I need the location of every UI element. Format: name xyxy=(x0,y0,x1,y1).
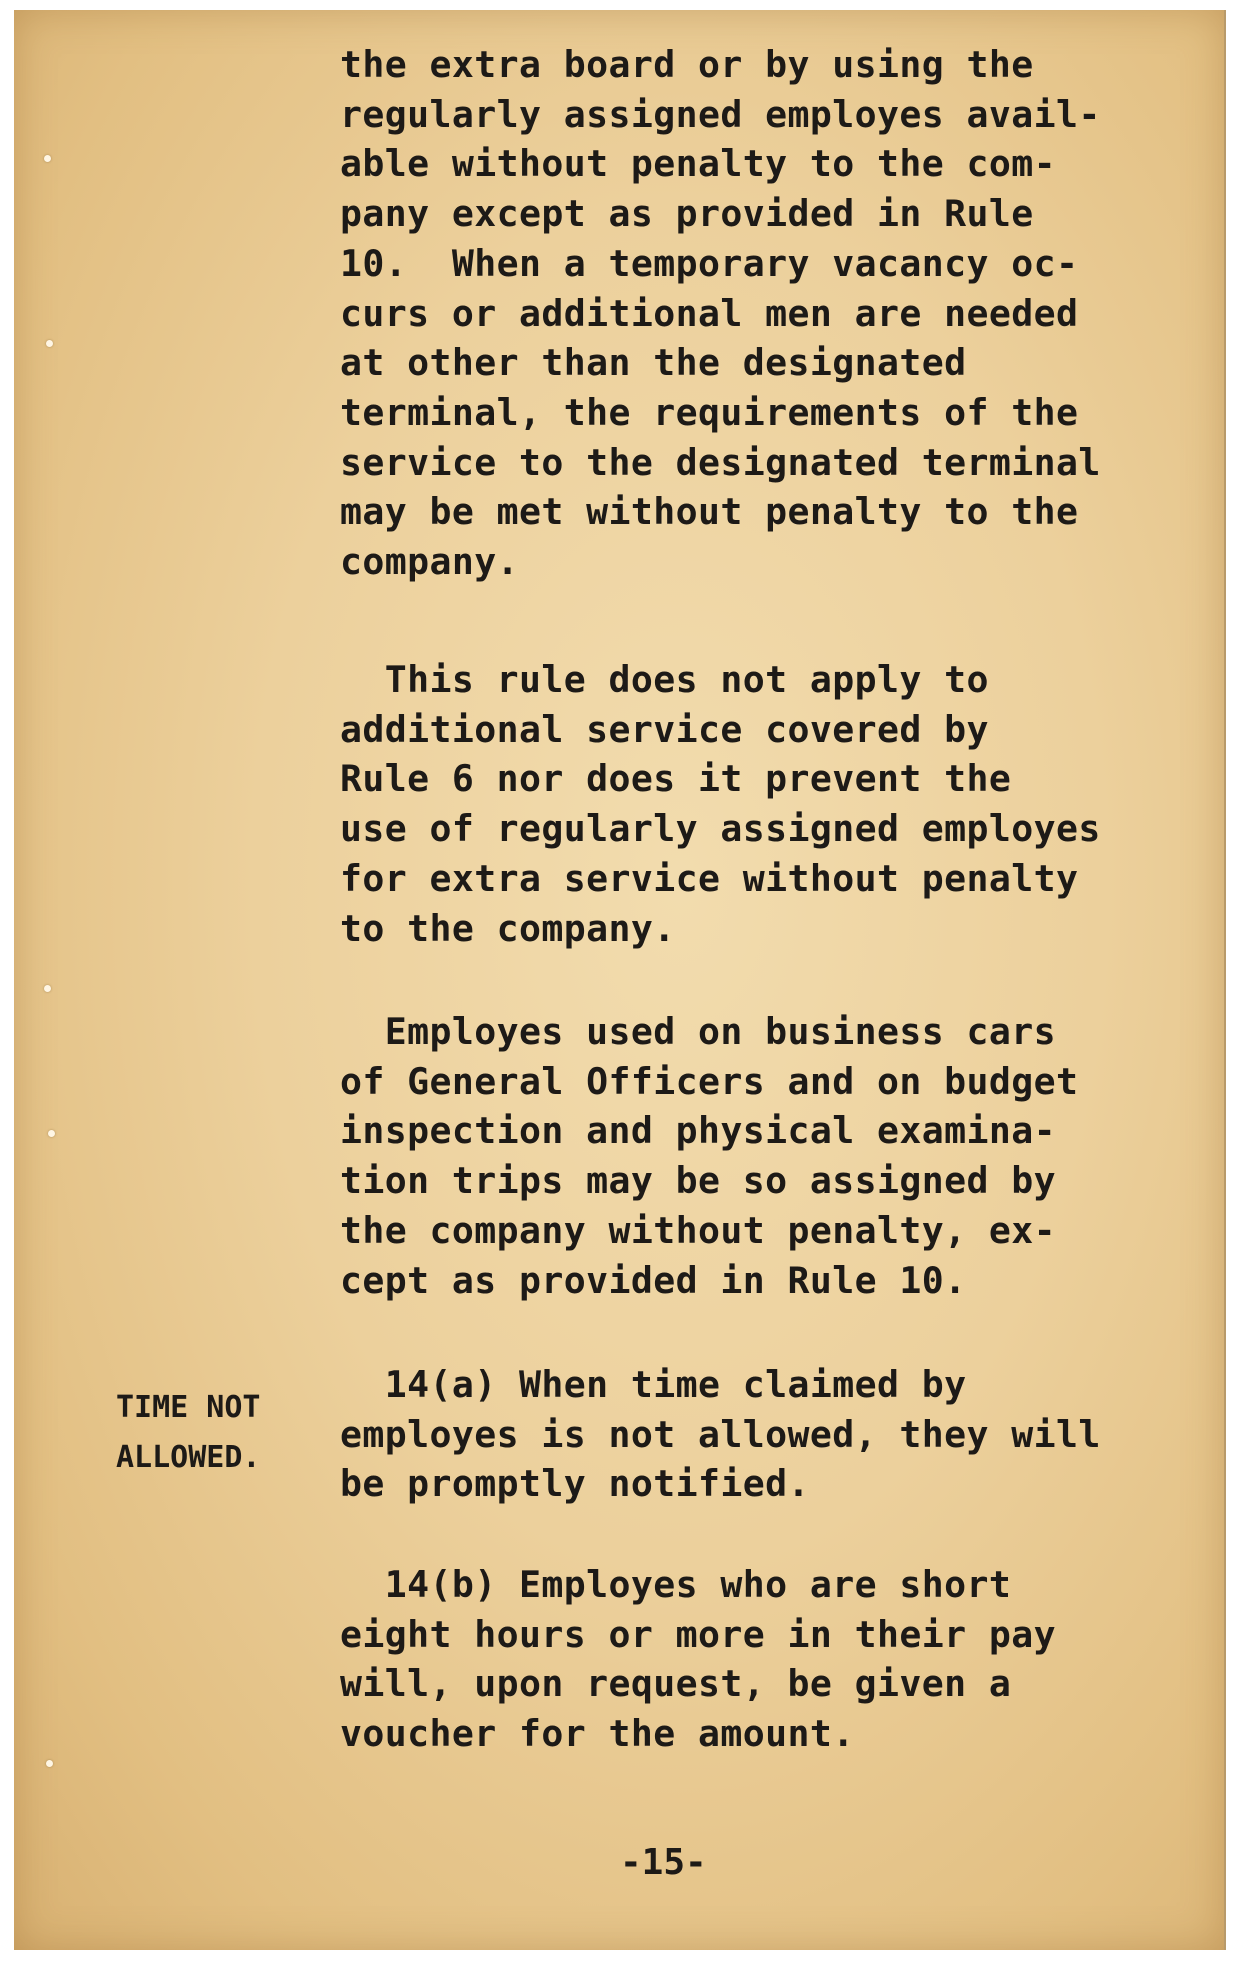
side-heading xyxy=(116,1383,261,1483)
text-line: may be met without penalty to the xyxy=(340,490,1079,534)
text-line: at other than the designated xyxy=(340,341,967,385)
text-line: 14(b) Employes who are short xyxy=(340,1563,1012,1606)
text-line: cept as provided in Rule 10. xyxy=(340,1258,967,1302)
page-number: -15- xyxy=(620,1842,707,1883)
text-line: the company without penalty, ex- xyxy=(340,1208,1056,1252)
paragraph-3 xyxy=(340,1007,1220,1305)
text-line: terminal, the requirements of the xyxy=(340,390,1079,434)
text-line: voucher for the amount. xyxy=(340,1712,855,1756)
text-line: curs or additional men are needed xyxy=(340,291,1079,335)
punch-hole xyxy=(46,340,53,347)
text-line: company. xyxy=(340,540,519,584)
text-line: Employes used on business cars xyxy=(340,1010,1056,1053)
punch-hole xyxy=(46,1760,53,1767)
text-line: 10. When a temporary vacancy oc- xyxy=(340,241,1079,285)
text-line: service to the designated terminal xyxy=(340,440,1101,484)
text-line: of General Officers and on budget xyxy=(340,1059,1079,1103)
text-line: the extra board or by using the xyxy=(340,43,1034,86)
paragraph-rule-14b xyxy=(340,1560,1220,1759)
text-line: regularly assigned employes avail- xyxy=(340,92,1101,136)
side-heading-line: TIME NOT xyxy=(116,1390,261,1425)
text-line: inspection and physical examina- xyxy=(340,1109,1056,1153)
paragraph-2 xyxy=(340,655,1220,953)
text-line: will, upon request, be given a xyxy=(340,1662,1012,1706)
text-line: use of regularly assigned employes xyxy=(340,807,1101,851)
text-line: This rule does not apply to xyxy=(340,658,989,701)
text-line: be promptly notified. xyxy=(340,1462,810,1506)
text-line: additional service covered by xyxy=(340,707,989,751)
side-heading-line: ALLOWED. xyxy=(116,1440,261,1475)
text-line: Rule 6 nor does it prevent the xyxy=(340,757,1012,801)
text-line: able without penalty to the com- xyxy=(340,142,1056,186)
paragraph-rule-14a xyxy=(340,1360,1220,1509)
text-line: for extra service without penalty xyxy=(340,856,1079,900)
text-line: tion trips may be so assigned by xyxy=(340,1159,1056,1203)
text-line: to the company. xyxy=(340,906,676,950)
punch-hole xyxy=(44,155,51,162)
paragraph-1 xyxy=(340,40,1220,587)
punch-hole xyxy=(48,1130,55,1137)
text-line: 14(a) When time claimed by xyxy=(340,1363,967,1406)
text-line: employes is not allowed, they will xyxy=(340,1412,1101,1456)
text-line: eight hours or more in their pay xyxy=(340,1612,1056,1656)
text-line: pany except as provided in Rule xyxy=(340,192,1034,236)
punch-hole xyxy=(44,985,51,992)
